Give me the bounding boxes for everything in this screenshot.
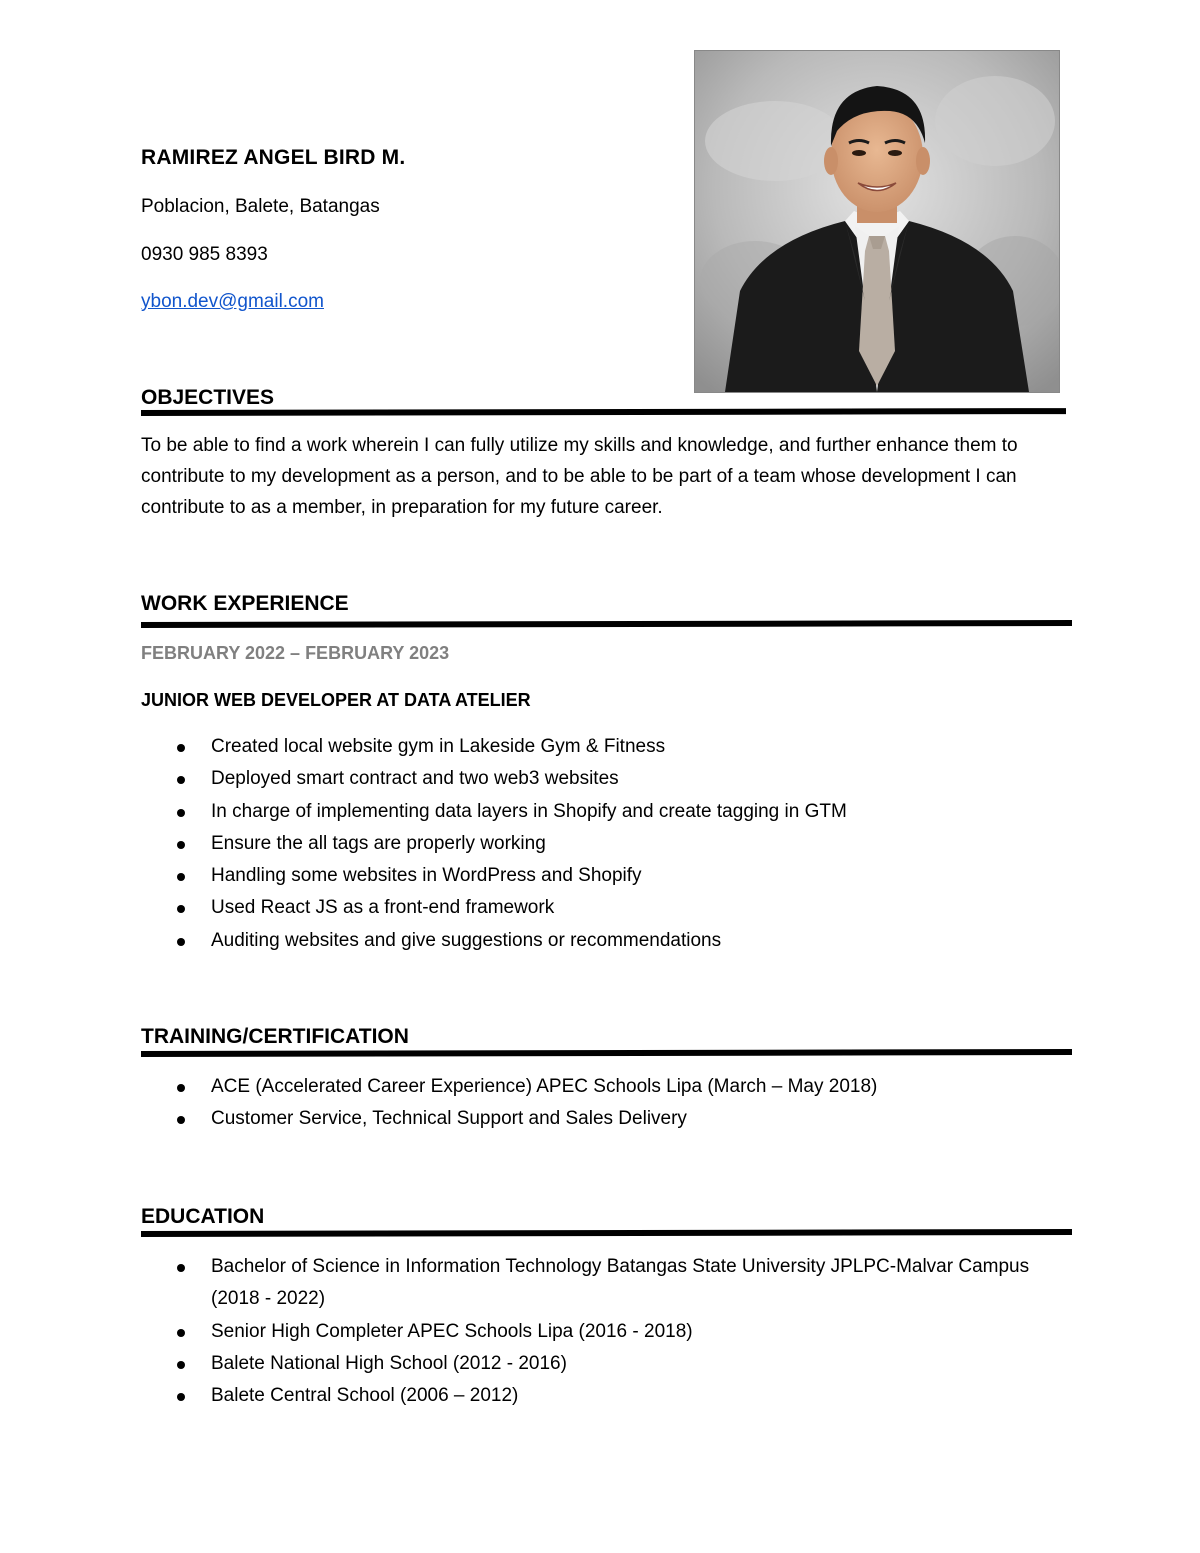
address: Poblacion, Balete, Batangas xyxy=(141,196,380,217)
list-item: Deployed smart contract and two web3 websites xyxy=(141,763,1061,795)
list-item: In charge of implementing data layers in Shopify and create tagging in GTM xyxy=(141,796,1061,828)
job-title: JUNIOR WEB DEVELOPER AT DATA ATELIER xyxy=(141,690,531,710)
email-link[interactable]: ybon.dev@gmail.com xyxy=(141,291,324,312)
training-heading: TRAINING/CERTIFICATION xyxy=(141,1025,409,1048)
work-experience-heading: WORK EXPERIENCE xyxy=(141,592,349,615)
phone-number: 0930 985 8393 xyxy=(141,244,268,265)
work-date-range: FEBRUARY 2022 – FEBRUARY 2023 xyxy=(141,643,450,663)
list-item: Ensure the all tags are properly working xyxy=(141,828,1061,860)
section-divider xyxy=(141,1229,1072,1237)
objectives-text: To be able to find a work wherein I can fully utilize my skills and knowledge, and further enhance them to contribute to my development as a person, and to be able to be part of a team whose development I can contribute to as a member, in preparation for my future career. xyxy=(141,435,1018,518)
list-item: Balete National High School (2012 - 2016) xyxy=(141,1348,1061,1380)
section-divider xyxy=(141,408,1066,416)
education-list xyxy=(141,1251,1061,1412)
objectives-heading: OBJECTIVES xyxy=(141,386,275,409)
list-item: Senior High Completer APEC Schools Lipa (2016 - 2018) xyxy=(141,1316,1061,1348)
list-item: Bachelor of Science in Information Technology Batangas State University JPLPC-Malvar Campus (2018 - 2022) xyxy=(141,1251,1061,1316)
list-item: Balete Central School (2006 – 2012) xyxy=(141,1380,1061,1412)
applicant-name: RAMIREZ ANGEL BIRD M. xyxy=(141,146,406,169)
section-divider xyxy=(141,620,1072,628)
profile-photo xyxy=(694,50,1060,393)
list-item: Customer Service, Technical Support and Sales Delivery xyxy=(141,1103,1061,1135)
list-item: Created local website gym in Lakeside Gym & Fitness xyxy=(141,731,1061,763)
list-item: ACE (Accelerated Career Experience) APEC Schools Lipa (March – May 2018) xyxy=(141,1071,1061,1103)
list-item: Auditing websites and give suggestions or recommendations xyxy=(141,925,1061,957)
work-duties-list xyxy=(141,731,1061,957)
training-list xyxy=(141,1071,1061,1136)
list-item: Used React JS as a front-end framework xyxy=(141,892,1061,924)
education-heading: EDUCATION xyxy=(141,1205,265,1228)
section-divider xyxy=(141,1049,1072,1057)
list-item: Handling some websites in WordPress and Shopify xyxy=(141,860,1061,892)
